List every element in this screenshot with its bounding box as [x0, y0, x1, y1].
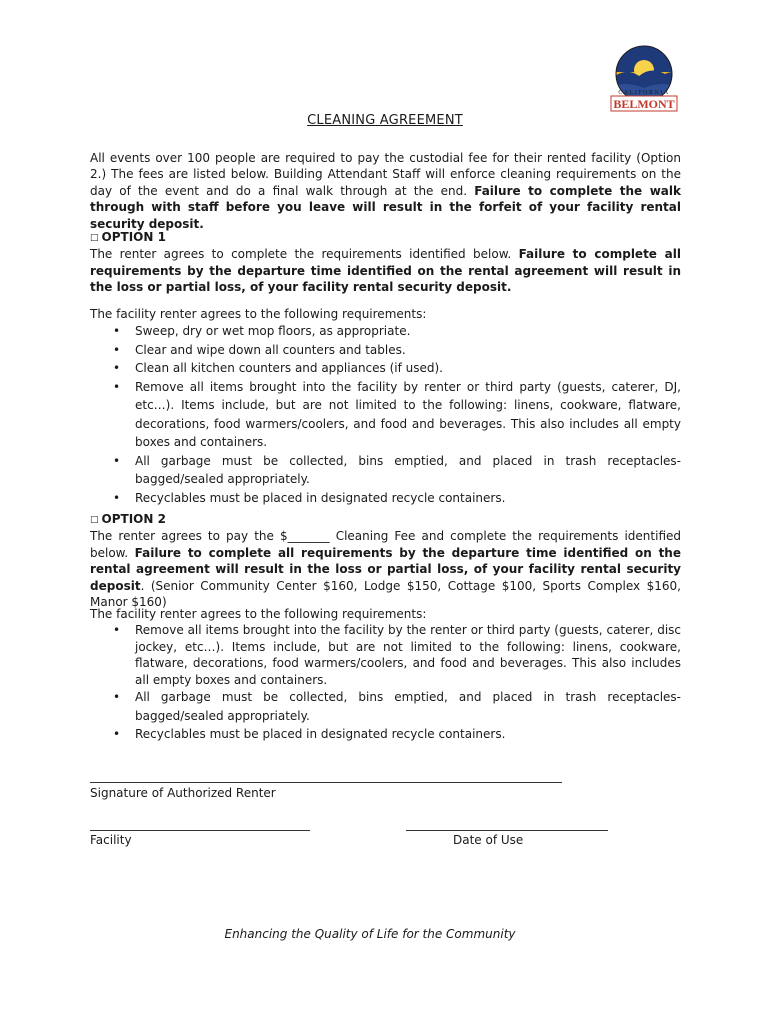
- option1-text-normal: The renter agrees to complete the requirements identified below.: [90, 247, 519, 262]
- option1-requirements: [90, 306, 681, 507]
- option2-section: [90, 511, 681, 610]
- renter-signature-label: Signature of Authorized Renter: [90, 786, 276, 800]
- option2-requirements-list: [90, 622, 681, 743]
- intro-warning: Failure to complete the walk through with staff before you leave will result in the forfeit of your facility rental security deposit.: [90, 183, 681, 231]
- option1-heading: [90, 229, 681, 246]
- date-of-use-label: Date of Use: [453, 833, 524, 847]
- option2-text-tail: . (Senior Community Center $160, Lodge $150, Cottage $100, Sports Complex $160, Manor $160): [90, 578, 681, 610]
- page-title: CLEANING AGREEMENT: [307, 113, 463, 128]
- option1-section: [90, 229, 681, 296]
- list-item: • Remove all items brought into the facility by the renter or third party (guests, caterer, disc jockey, etc…). Items include, but are not limited to the following: linens, cookware, flatware, decorations, food warmers/coolers, and food and beverages. This also includes all empty boxes and containers.: [90, 622, 681, 688]
- option1-text: [90, 246, 681, 295]
- belmont-city-logo: [605, 44, 683, 114]
- intro-text: All events over 100 people are required to pay the custodial fee for their rented facility (Option 2.) The fees are listed below. Building Attendant Staff will enforce cleaning requirements on the day of the event and do a final walk through at the end.: [90, 151, 681, 198]
- list-item: • Recyclables must be placed in designated recycle containers.: [90, 489, 681, 508]
- option2-heading: [90, 511, 681, 528]
- list-item: • Clean all kitchen counters and appliances (if used).: [90, 359, 681, 378]
- list-item: • Clear and wipe down all counters and tables.: [90, 341, 681, 360]
- list-item: • All garbage must be collected, bins emptied, and placed in trash receptacles-bagged/sealed appropriately.: [90, 452, 681, 489]
- list-item: • Recyclables must be placed in designated recycle containers.: [90, 725, 681, 744]
- footer-tagline: Enhancing the Quality of Life for the Community: [224, 927, 516, 941]
- logo-arc-text: CALIFORNIA: [618, 90, 670, 96]
- option1-text-bold: Failure to complete all requirements by the departure time identified on the rental agreement will result in the loss or partial loss, of your facility rental security deposit.: [90, 247, 681, 295]
- date-of-use-line[interactable]: [406, 830, 608, 831]
- option1-requirements-intro: The facility renter agrees to the following requirements:: [90, 307, 427, 321]
- option2-text-normal: The renter agrees to pay the $_______ Cleaning Fee and complete the requirements identified below.: [90, 529, 681, 560]
- logo-city-text: BELMONT: [613, 97, 675, 111]
- option2-text-bold: Failure to complete all requirements by the departure time identified on the rental agreement will result in the loss or partial loss, of your facility rental security deposit: [90, 545, 681, 593]
- list-item: • Remove all items brought into the facility by renter or third party (guests, caterer, DJ, etc…). Items include, but are not limited to the following: linens, cookware, flatware, decorations, food warmers/coolers, and food and beverages. This also includes all empty boxes and containers.: [90, 378, 681, 452]
- option2-checkbox[interactable]: □: [90, 515, 99, 525]
- option2-text: [90, 528, 681, 610]
- option2-heading-label: OPTION 2: [101, 512, 166, 526]
- facility-line[interactable]: [90, 830, 310, 831]
- facility-label: Facility: [90, 833, 132, 847]
- list-item: • Sweep, dry or wet mop floors, as appropriate.: [90, 322, 681, 341]
- option1-checkbox[interactable]: □: [90, 233, 99, 243]
- option2-requirements-intro: The facility renter agrees to the following requirements:: [90, 607, 427, 621]
- option1-requirements-list: [90, 322, 681, 507]
- option2-requirements: [90, 606, 681, 744]
- list-item: • All garbage must be collected, bins emptied, and placed in trash receptacles-bagged/sealed appropriately.: [90, 688, 681, 725]
- option1-heading-label: OPTION 1: [101, 230, 166, 244]
- intro-paragraph: [90, 150, 681, 232]
- renter-signature-line[interactable]: [90, 782, 562, 783]
